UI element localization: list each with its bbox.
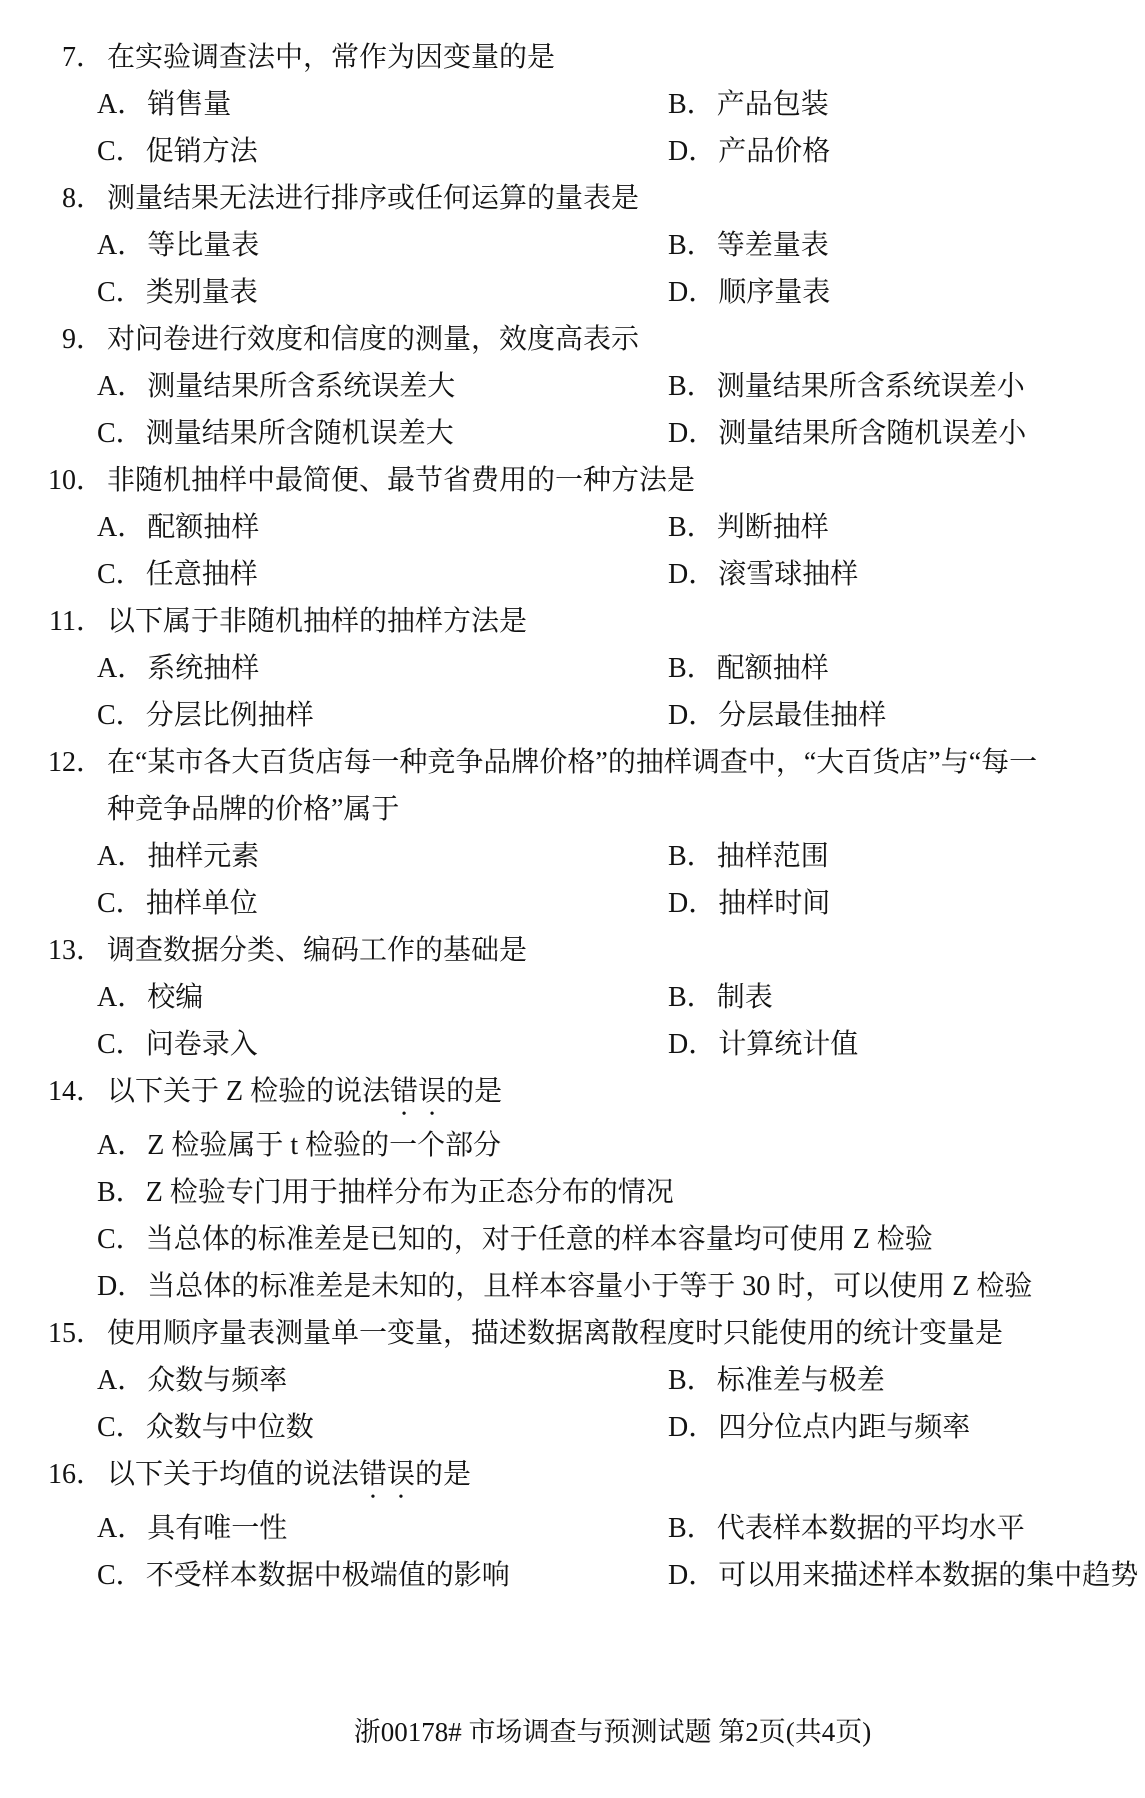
options-group xyxy=(0,1122,1145,1310)
question-stem-line xyxy=(0,1310,1145,1357)
options-group xyxy=(0,645,1145,739)
question-stem xyxy=(107,739,1037,786)
stem-text: 的是 xyxy=(446,1076,503,1107)
option-label: C． xyxy=(97,277,144,308)
option-text: 测量结果所含随机误差小 xyxy=(718,418,1027,449)
options-group xyxy=(0,1357,1145,1451)
option-label: D． xyxy=(668,1029,717,1060)
option-D xyxy=(668,1404,1145,1451)
option-A xyxy=(97,833,668,880)
option-text: Z 检验属于 t 检验的一个部分 xyxy=(147,1130,502,1161)
option-text: 标准差与极差 xyxy=(716,1365,885,1396)
option-B xyxy=(668,222,1145,269)
question-stem xyxy=(107,316,639,363)
options-group xyxy=(0,504,1145,598)
option-text: 测量结果所含系统误差小 xyxy=(716,371,1025,402)
question-number: 9． xyxy=(61,324,104,355)
option-text: 代表样本数据的平均水平 xyxy=(716,1513,1025,1544)
option-B xyxy=(668,645,1145,692)
stem-text-emphasized: 错误 xyxy=(359,1459,416,1490)
option-label: B． xyxy=(668,371,715,402)
option-text: 众数与频率 xyxy=(147,1365,288,1396)
question-12 xyxy=(0,739,1145,927)
question-number: 15． xyxy=(47,1318,104,1349)
option-D xyxy=(668,269,1145,316)
question-15 xyxy=(0,1310,1145,1451)
question-stem-line xyxy=(0,457,1145,504)
question-number: 7． xyxy=(61,42,104,73)
option-text: 测量结果所含随机误差大 xyxy=(145,418,454,449)
option-D xyxy=(668,551,1145,598)
option-C xyxy=(97,1216,1145,1263)
option-text: 产品价格 xyxy=(718,136,831,167)
option-text: 当总体的标准差是已知的，对于任意的样本容量均可使用 Z 检验 xyxy=(145,1224,933,1255)
question-stem xyxy=(107,786,399,833)
options-group xyxy=(0,833,1145,927)
option-text: 测量结果所含系统误差大 xyxy=(147,371,456,402)
option-text: 产品包装 xyxy=(716,89,829,120)
option-text: 可以用来描述样本数据的集中趋势 xyxy=(718,1560,1139,1591)
option-A xyxy=(97,363,668,410)
option-B xyxy=(668,833,1145,880)
option-text: 配额抽样 xyxy=(147,512,260,543)
question-stem-line xyxy=(0,786,1145,833)
stem-text: 测量结果无法进行排序或任何运算的量表是 xyxy=(107,183,640,214)
options-group xyxy=(0,974,1145,1068)
option-label: D． xyxy=(97,1271,146,1302)
option-C xyxy=(97,1404,668,1451)
option-label: B． xyxy=(668,1513,715,1544)
question-stem xyxy=(107,1451,471,1505)
option-text: 分层比例抽样 xyxy=(145,700,314,731)
question-stem xyxy=(107,598,527,645)
option-label: B． xyxy=(668,512,715,543)
option-B xyxy=(668,1357,1145,1404)
option-label: B． xyxy=(668,230,715,261)
question-stem xyxy=(107,927,527,974)
option-label: C． xyxy=(97,559,144,590)
stem-text: 非随机抽样中最简便、最节省费用的一种方法是 xyxy=(107,465,696,496)
option-label: D． xyxy=(668,418,717,449)
question-stem xyxy=(107,34,555,81)
option-A xyxy=(97,1357,668,1404)
option-D xyxy=(668,692,1145,739)
option-text: Z 检验专门用于抽样分布为正态分布的情况 xyxy=(145,1177,674,1208)
question-number: 12． xyxy=(47,747,104,778)
question-16 xyxy=(0,1451,1145,1599)
option-C xyxy=(97,551,668,598)
option-label: C． xyxy=(97,1224,144,1255)
option-label: A． xyxy=(97,230,146,261)
options-group xyxy=(0,81,1145,175)
option-label: C． xyxy=(97,136,144,167)
option-A xyxy=(97,81,668,128)
option-label: A． xyxy=(97,1513,146,1544)
option-B xyxy=(97,1169,1145,1216)
option-text: 制表 xyxy=(716,982,773,1013)
stem-text: 以下关于 Z 检验的说法 xyxy=(107,1076,391,1107)
option-text: 销售量 xyxy=(147,89,232,120)
question-stem-line xyxy=(0,175,1145,222)
option-text: 问卷录入 xyxy=(145,1029,258,1060)
option-label: A． xyxy=(97,512,146,543)
page-footer xyxy=(40,1709,1145,1756)
stem-text-emphasized: 错误 xyxy=(390,1076,447,1107)
question-number-spacer xyxy=(0,786,104,833)
option-label: B． xyxy=(668,982,715,1013)
option-C xyxy=(97,1021,668,1068)
stem-text: 对问卷进行效度和信度的测量，效度高表示 xyxy=(107,324,640,355)
question-number: 14． xyxy=(47,1076,104,1107)
option-text: 类别量表 xyxy=(145,277,258,308)
option-label: D． xyxy=(668,559,717,590)
question-13 xyxy=(0,927,1145,1068)
option-text: 系统抽样 xyxy=(147,653,260,684)
option-text: 具有唯一性 xyxy=(147,1513,288,1544)
option-A xyxy=(97,645,668,692)
option-label: A． xyxy=(97,841,146,872)
option-label: B． xyxy=(668,653,715,684)
stem-text: 使用顺序量表测量单一变量，描述数据离散程度时只能使用的统计变量是 xyxy=(107,1318,1004,1349)
stem-text: 的是 xyxy=(415,1459,472,1490)
stem-text: 以下属于非随机抽样的抽样方法是 xyxy=(107,606,528,637)
option-label: B． xyxy=(668,1365,715,1396)
stem-text: 调查数据分类、编码工作的基础是 xyxy=(107,935,528,966)
question-number: 8． xyxy=(61,183,104,214)
option-C xyxy=(97,410,668,457)
option-label: C． xyxy=(97,700,144,731)
option-label: C． xyxy=(97,1560,144,1591)
option-label: D． xyxy=(668,1560,717,1591)
option-text: 计算统计值 xyxy=(718,1029,859,1060)
option-A xyxy=(97,1122,1145,1169)
option-text: 众数与中位数 xyxy=(145,1412,314,1443)
option-text: 等比量表 xyxy=(147,230,260,261)
option-label: B． xyxy=(668,89,715,120)
question-stem xyxy=(107,1310,1003,1357)
option-label: A． xyxy=(97,982,146,1013)
question-stem-line xyxy=(0,1068,1145,1122)
option-text: 配额抽样 xyxy=(716,653,829,684)
option-D xyxy=(668,128,1145,175)
question-11 xyxy=(0,598,1145,739)
option-text: 校编 xyxy=(147,982,204,1013)
option-B xyxy=(668,974,1145,1021)
option-text: 四分位点内距与频率 xyxy=(718,1412,971,1443)
option-text: 不受样本数据中极端值的影响 xyxy=(145,1560,510,1591)
question-number: 13． xyxy=(47,935,104,966)
option-C xyxy=(97,269,668,316)
options-group xyxy=(0,1505,1145,1599)
question-stem-line xyxy=(0,598,1145,645)
option-label: D． xyxy=(668,888,717,919)
option-text: 促销方法 xyxy=(145,136,258,167)
option-text: 抽样时间 xyxy=(718,888,831,919)
option-C xyxy=(97,880,668,927)
option-D xyxy=(668,1552,1145,1599)
option-A xyxy=(97,222,668,269)
option-label: A． xyxy=(97,1130,146,1161)
option-B xyxy=(668,504,1145,551)
option-label: D． xyxy=(668,700,717,731)
option-text: 分层最佳抽样 xyxy=(718,700,887,731)
option-text: 任意抽样 xyxy=(145,559,258,590)
question-number: 11． xyxy=(49,606,104,637)
question-14 xyxy=(0,1068,1145,1310)
option-D xyxy=(668,1021,1145,1068)
option-label: D． xyxy=(668,136,717,167)
option-label: A． xyxy=(97,89,146,120)
question-10 xyxy=(0,457,1145,598)
question-list xyxy=(0,34,1145,1599)
option-text: 滚雪球抽样 xyxy=(718,559,859,590)
option-label: D． xyxy=(668,1412,717,1443)
question-8 xyxy=(0,175,1145,316)
stem-text: 在实验调查法中，常作为因变量的是 xyxy=(107,42,556,73)
options-group xyxy=(0,363,1145,457)
option-text: 顺序量表 xyxy=(718,277,831,308)
option-label: C． xyxy=(97,418,144,449)
question-stem xyxy=(107,1068,502,1122)
option-A xyxy=(97,504,668,551)
question-number: 10． xyxy=(47,465,104,496)
question-stem-line xyxy=(0,316,1145,363)
question-number: 16． xyxy=(47,1459,104,1490)
option-B xyxy=(668,363,1145,410)
option-B xyxy=(668,81,1145,128)
option-C xyxy=(97,128,668,175)
option-label: B． xyxy=(668,841,715,872)
footer-text: 浙00178# 市场调查与预测试题 第2页(共4页) xyxy=(353,1717,872,1747)
stem-text: 以下关于均值的说法 xyxy=(107,1459,360,1490)
option-label: D． xyxy=(668,277,717,308)
option-text: 抽样元素 xyxy=(147,841,260,872)
question-stem-line xyxy=(0,927,1145,974)
option-label: C． xyxy=(97,1412,144,1443)
option-A xyxy=(97,974,668,1021)
option-C xyxy=(97,692,668,739)
option-label: C． xyxy=(97,888,144,919)
option-label: A． xyxy=(97,1365,146,1396)
question-stem-line xyxy=(0,34,1145,81)
question-stem-line xyxy=(0,739,1145,786)
option-text: 抽样单位 xyxy=(145,888,258,919)
option-D xyxy=(97,1263,1145,1310)
option-label: C． xyxy=(97,1029,144,1060)
option-text: 抽样范围 xyxy=(716,841,829,872)
question-7 xyxy=(0,34,1145,175)
option-B xyxy=(668,1505,1145,1552)
option-D xyxy=(668,880,1145,927)
option-text: 判断抽样 xyxy=(716,512,829,543)
option-C xyxy=(97,1552,668,1599)
stem-text: 在“某市各大百货店每一种竞争品牌价格”的抽样调查中，“大百货店”与“每一 xyxy=(107,747,1038,778)
option-label: A． xyxy=(97,371,146,402)
question-stem-line xyxy=(0,1451,1145,1505)
option-label: A． xyxy=(97,653,146,684)
options-group xyxy=(0,222,1145,316)
option-text: 等差量表 xyxy=(716,230,829,261)
question-stem xyxy=(107,175,639,222)
question-9 xyxy=(0,316,1145,457)
option-label: B． xyxy=(97,1177,144,1208)
option-A xyxy=(97,1505,668,1552)
option-text: 当总体的标准差是未知的，且样本容量小于等于 30 时，可以使用 Z 检验 xyxy=(147,1271,1033,1302)
option-D xyxy=(668,410,1145,457)
stem-text: 种竞争品牌的价格”属于 xyxy=(107,794,400,825)
question-stem xyxy=(107,457,695,504)
